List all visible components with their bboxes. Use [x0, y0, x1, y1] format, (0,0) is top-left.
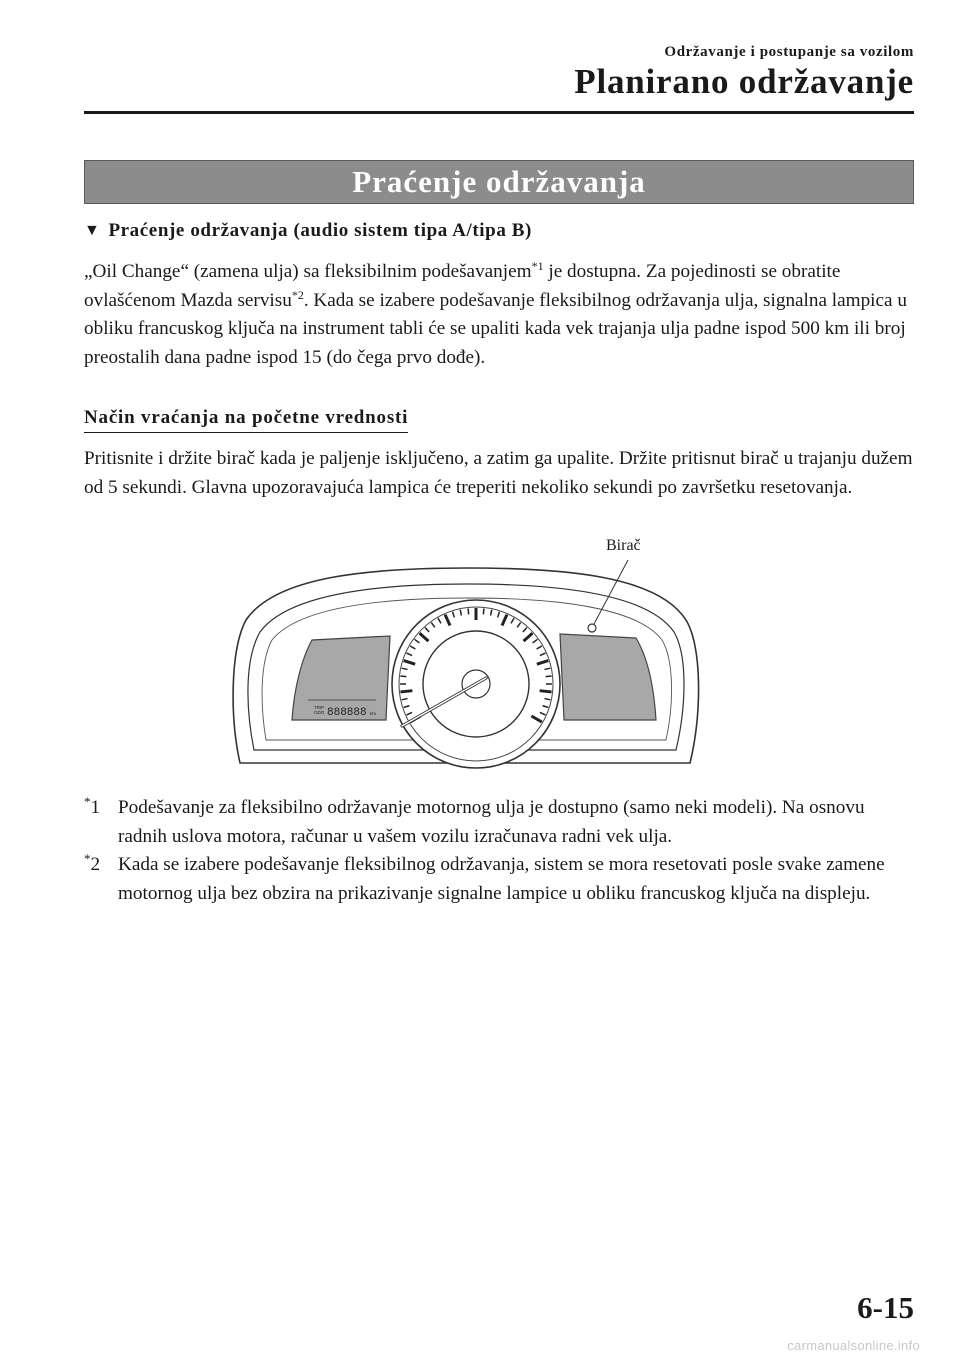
section-title: Praćenje održavanja: [352, 164, 646, 199]
svg-text:ODO: ODO: [314, 710, 325, 715]
intro-text-2: je dostupna. Za pojedinosti se obratite ovlašćenom Mazda servisu: [84, 261, 841, 311]
footnote-2: [84, 851, 916, 908]
triangle-marker-icon: ▼: [84, 222, 101, 239]
instrument-cluster-illustration: [230, 528, 700, 783]
header-divider: [84, 111, 914, 114]
footnote-1: [84, 794, 916, 851]
svg-text:TRIP: TRIP: [314, 705, 325, 710]
footnote-ref-2: *2: [291, 287, 304, 302]
footnote-ref-1: *1: [531, 259, 544, 273]
speedometer-gauge: [392, 600, 560, 768]
section-banner: [84, 160, 914, 204]
svg-text:888888: 888888: [327, 707, 367, 719]
footnote-mark: *1: [84, 794, 101, 818]
watermark: carmanualsonline.info: [787, 1338, 920, 1353]
footnote-text: Podešavanje za fleksibilno održavanje motornog ulja je dostupno (samo neki modeli). Na osnovu radnih uslova motora, računar u vašem vozilu izračunava radni vek ulja.: [118, 797, 865, 847]
chapter-title: Održavanje i postupanje sa vozilom: [664, 44, 914, 60]
intro-paragraph: [84, 258, 916, 372]
svg-text:km: km: [370, 711, 376, 716]
subsection-heading: [84, 220, 532, 242]
gauge-tick: [540, 691, 552, 692]
footnote-text: Kada se izabere podešavanje fleksibilnog održavanja, sistem se mora resetovati posle svake zamene motornog ulja bez obzira na prikazivanje signalne lampice u obliku francuskog ključa na displeju.: [118, 854, 885, 904]
section-header-title: Planirano održavanje: [574, 62, 914, 101]
procedure-paragraph: Pritisnite i držite birač kada je paljenje isključeno, a zatim ga upalite. Držite pritisnut birač u trajanju dužem od 5 sekundi. Glavna upozoravajuća lampica će treperiti nekoliko sekundi po završetku resetovanja.: [84, 448, 913, 498]
intro-text-1: „Oil Change“ (zamena ulja) sa fleksibilnim podešavanjem: [84, 261, 532, 282]
intro-text-3: . Kada se izabere podešavanje fleksibilnog održavanja ulja, signalna lampica u obliku francuskog ključa na instrument tabli će se upaliti kada vek trajanja ulja padne ispod 500 km ili broj preostalih dana padne ispod 15 (do čega prvo dođe).: [84, 289, 907, 368]
gauge-tick: [400, 691, 412, 692]
gauge-tick: [468, 608, 469, 614]
gauge-tick: [546, 676, 552, 677]
procedure-heading: Način vraćanja na početne vrednosti: [84, 407, 408, 433]
page-number: 6-15: [857, 1290, 914, 1325]
callout-label: Birač: [606, 537, 641, 554]
gauge-tick: [483, 608, 484, 614]
footnote-mark: *2: [84, 851, 101, 875]
gauge-tick: [400, 676, 406, 677]
subsection-title: Praćenje održavanja (audio sistem tipa A/tipa B): [108, 220, 532, 241]
selector-knob-icon: [588, 624, 596, 632]
